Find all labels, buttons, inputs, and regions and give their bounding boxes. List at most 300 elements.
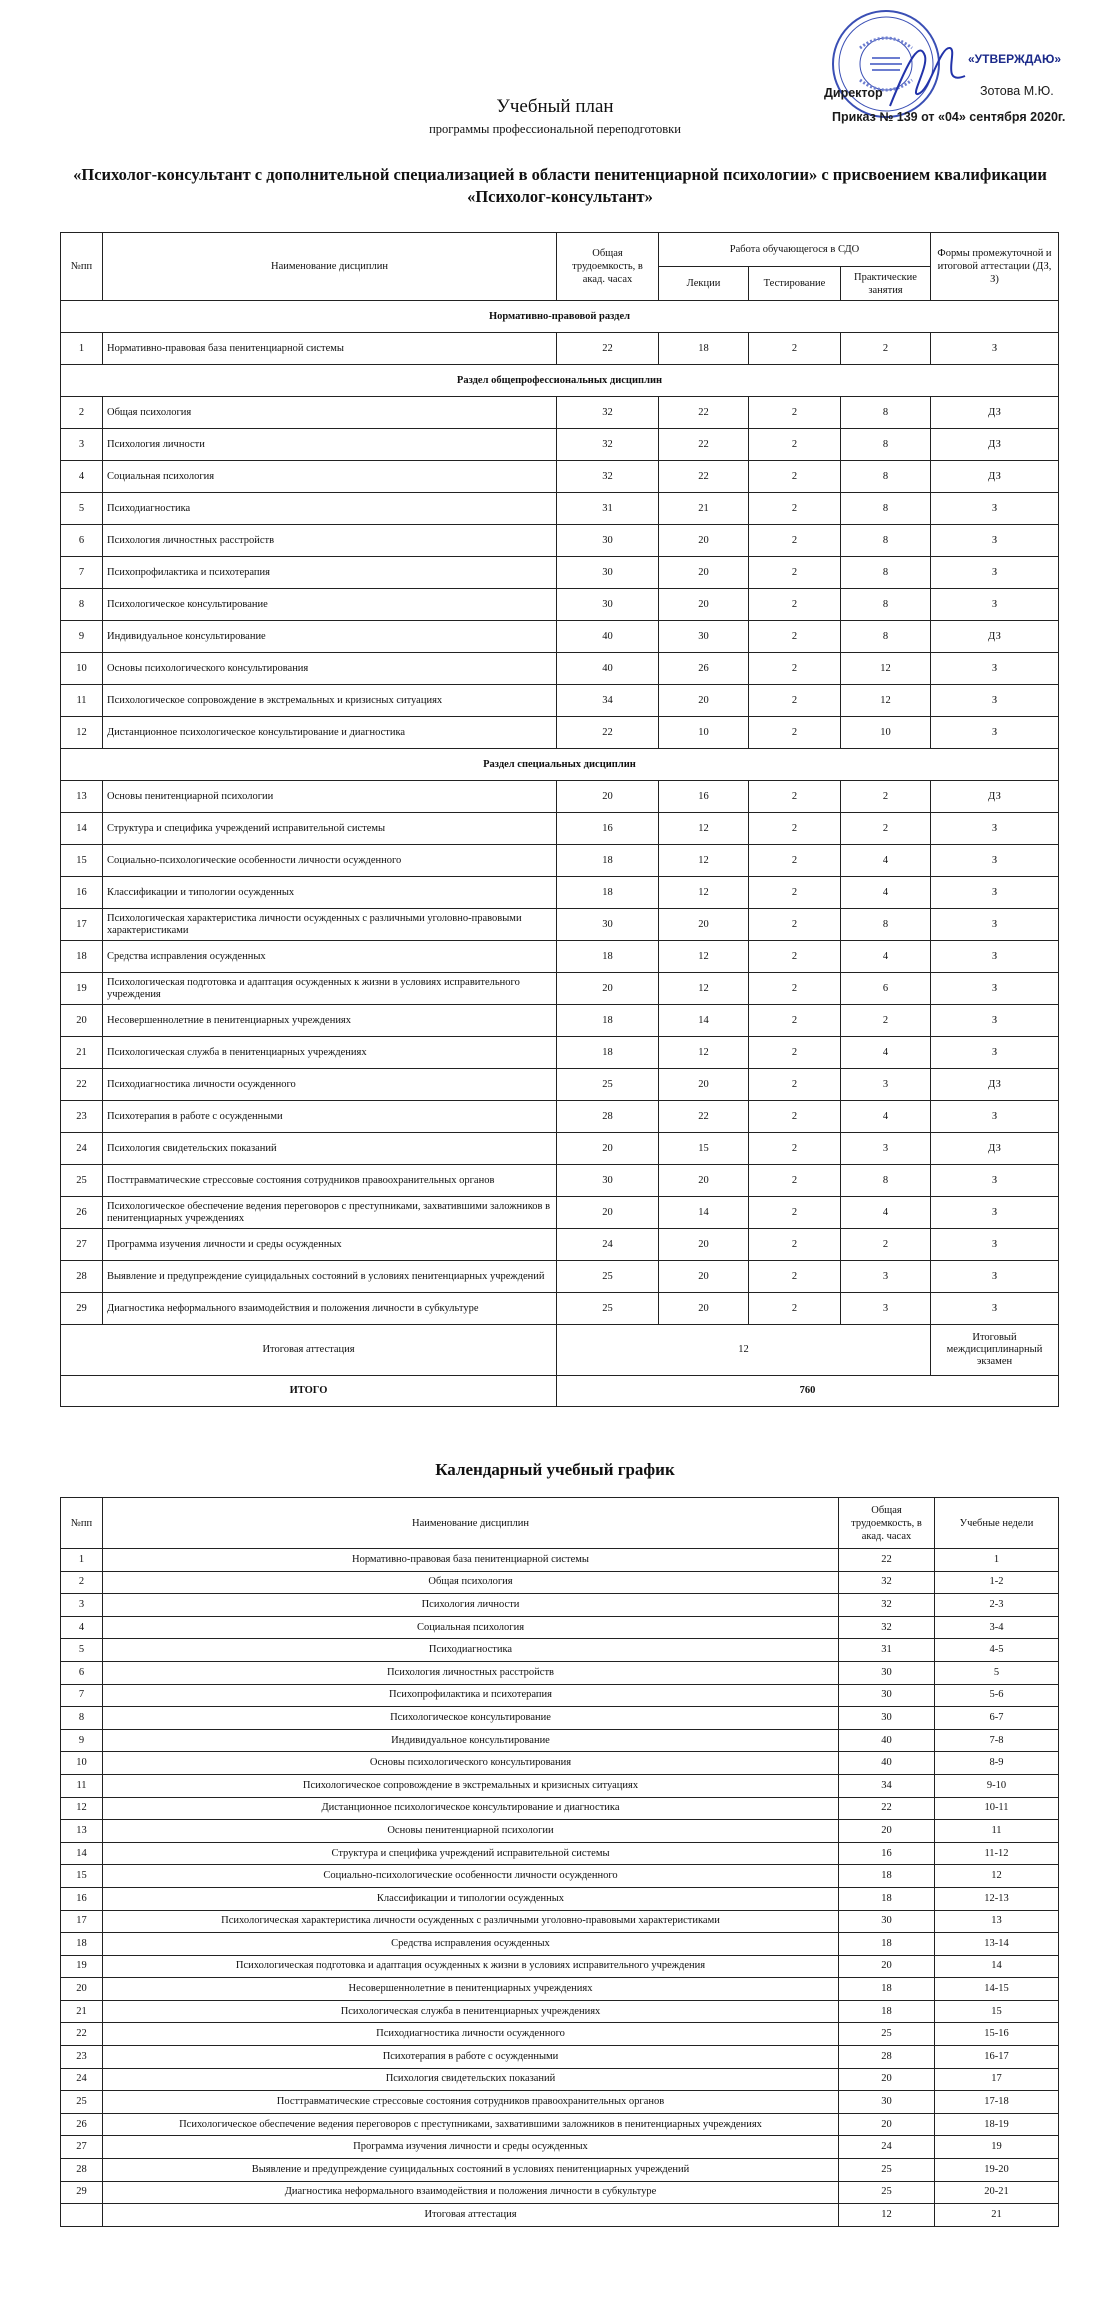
- row-practice: 2: [841, 813, 931, 845]
- cal-name: Психопрофилактика и психотерапия: [103, 1684, 839, 1707]
- row-form: З: [931, 941, 1059, 973]
- cal-name: Психологическое консультирование: [103, 1707, 839, 1730]
- row-name: Социальная психология: [103, 461, 557, 493]
- row-name: Несовершеннолетние в пенитенциарных учреждениях: [103, 1005, 557, 1037]
- row-form: З: [931, 1261, 1059, 1293]
- row-practice: 3: [841, 1293, 931, 1325]
- row-num: 11: [61, 685, 103, 717]
- cal-name: Социально-психологические особенности личности осужденного: [103, 1865, 839, 1888]
- row-testing: 2: [749, 1261, 841, 1293]
- table-row: [61, 493, 1059, 525]
- row-practice: 3: [841, 1261, 931, 1293]
- row-form: З: [931, 685, 1059, 717]
- cal-name: Социальная психология: [103, 1616, 839, 1639]
- cal-weeks: 11: [935, 1820, 1059, 1843]
- row-hours: 32: [557, 461, 659, 493]
- cal-num: 22: [61, 2023, 103, 2046]
- table-row: [61, 1037, 1059, 1069]
- row-num: 9: [61, 621, 103, 653]
- cal-name: Нормативно-правовая база пенитенциарной системы: [103, 1549, 839, 1572]
- row-lectures: 20: [659, 1261, 749, 1293]
- row-lectures: 22: [659, 461, 749, 493]
- row-lectures: 12: [659, 1037, 749, 1069]
- final-label: Итоговая аттестация: [61, 1325, 557, 1376]
- row-testing: 2: [749, 1293, 841, 1325]
- row-hours: 18: [557, 1005, 659, 1037]
- cal-name: Несовершеннолетние в пенитенциарных учреждениях: [103, 1978, 839, 2001]
- row-num: 24: [61, 1133, 103, 1165]
- row-testing: 2: [749, 877, 841, 909]
- row-hours: 30: [557, 525, 659, 557]
- table-row: [61, 1133, 1059, 1165]
- row-name: Психологическое консультирование: [103, 589, 557, 621]
- curriculum-table: [60, 232, 1059, 1407]
- row-hours: 22: [557, 333, 659, 365]
- row-num: 29: [61, 1293, 103, 1325]
- row-form: З: [931, 1229, 1059, 1261]
- row-num: 27: [61, 1229, 103, 1261]
- row-testing: 2: [749, 493, 841, 525]
- row-num: 26: [61, 1197, 103, 1229]
- row-lectures: 22: [659, 1101, 749, 1133]
- row-practice: 8: [841, 397, 931, 429]
- table-row: [61, 1165, 1059, 1197]
- row-name: Общая психология: [103, 397, 557, 429]
- calendar-row: [61, 1887, 1059, 1910]
- row-name: Психотерапия в работе с осужденными: [103, 1101, 557, 1133]
- cal-num: [61, 2204, 103, 2227]
- table-row: [61, 621, 1059, 653]
- row-practice: 12: [841, 685, 931, 717]
- table-row: [61, 973, 1059, 1005]
- cal-hours: 16: [839, 1842, 935, 1865]
- cal-weeks: 12-13: [935, 1887, 1059, 1910]
- cal-name: Психология свидетельских показаний: [103, 2068, 839, 2091]
- row-testing: 2: [749, 461, 841, 493]
- calendar-row: [61, 2159, 1059, 2182]
- row-form: З: [931, 1293, 1059, 1325]
- calendar-row: [61, 2091, 1059, 2114]
- total-hours: 760: [557, 1376, 1059, 1407]
- row-num: 3: [61, 429, 103, 461]
- cal-weeks: 5: [935, 1661, 1059, 1684]
- row-lectures: 12: [659, 813, 749, 845]
- cal-weeks: 7-8: [935, 1729, 1059, 1752]
- section-title: Раздел специальных дисциплин: [61, 749, 1059, 781]
- row-name: Психологическая служба в пенитенциарных учреждениях: [103, 1037, 557, 1069]
- row-lectures: 20: [659, 909, 749, 941]
- row-hours: 18: [557, 877, 659, 909]
- program-title: «Психолог-консультант с дополнительной специализацией в области пенитенциарной психологии» с присвоением квалификации «Психолог-консультант»: [73, 165, 1047, 206]
- row-name: Структура и специфика учреждений исправительной системы: [103, 813, 557, 845]
- row-num: 6: [61, 525, 103, 557]
- cal-num: 10: [61, 1752, 103, 1775]
- row-num: 8: [61, 589, 103, 621]
- row-form: З: [931, 877, 1059, 909]
- row-lectures: 18: [659, 333, 749, 365]
- calendar-row: [61, 2204, 1059, 2227]
- total-label: ИТОГО: [61, 1376, 557, 1407]
- row-testing: 2: [749, 1069, 841, 1101]
- row-testing: 2: [749, 557, 841, 589]
- row-practice: 3: [841, 1069, 931, 1101]
- cal-weeks: 15-16: [935, 2023, 1059, 2046]
- cal-name: Психодиагностика: [103, 1639, 839, 1662]
- row-hours: 32: [557, 429, 659, 461]
- row-form: З: [931, 525, 1059, 557]
- row-name: Психологическая характеристика личности осужденных с различными уголовно-правовыми характеристиками: [103, 909, 557, 941]
- calendar-row: [61, 2113, 1059, 2136]
- row-lectures: 16: [659, 781, 749, 813]
- table-row: [61, 429, 1059, 461]
- table-row: [61, 1261, 1059, 1293]
- row-num: 2: [61, 397, 103, 429]
- cal-name: Выявление и предупреждение суицидальных состояний в условиях пенитенциарных учреждений: [103, 2159, 839, 2182]
- row-num: 14: [61, 813, 103, 845]
- row-practice: 4: [841, 1197, 931, 1229]
- cal-num: 24: [61, 2068, 103, 2091]
- row-practice: 2: [841, 333, 931, 365]
- row-form: З: [931, 717, 1059, 749]
- row-hours: 16: [557, 813, 659, 845]
- row-num: 13: [61, 781, 103, 813]
- calendar-row: [61, 1842, 1059, 1865]
- row-name: Дистанционное психологическое консультирование и диагностика: [103, 717, 557, 749]
- cal-num: 8: [61, 1707, 103, 1730]
- cal-hours: 32: [839, 1571, 935, 1594]
- row-practice: 8: [841, 525, 931, 557]
- row-testing: 2: [749, 1005, 841, 1037]
- table-row: [61, 877, 1059, 909]
- calendar-body: [61, 1549, 1059, 2227]
- cal-weeks: 11-12: [935, 1842, 1059, 1865]
- row-num: 7: [61, 557, 103, 589]
- row-lectures: 12: [659, 877, 749, 909]
- row-num: 4: [61, 461, 103, 493]
- row-num: 22: [61, 1069, 103, 1101]
- cal-weeks: 4-5: [935, 1639, 1059, 1662]
- cal-name: Посттравматические стрессовые состояния сотрудников правоохранительных органов: [103, 2091, 839, 2114]
- row-testing: 2: [749, 429, 841, 461]
- cal-num: 9: [61, 1729, 103, 1752]
- row-hours: 30: [557, 1165, 659, 1197]
- cal-header-name: Наименование дисциплин: [103, 1498, 839, 1549]
- cal-hours: 32: [839, 1616, 935, 1639]
- cal-weeks: 16-17: [935, 2046, 1059, 2069]
- table-row: [61, 653, 1059, 685]
- row-name: Психологическое сопровождение в экстремальных и кризисных ситуациях: [103, 685, 557, 717]
- table-row: [61, 461, 1059, 493]
- row-name: Индивидуальное консультирование: [103, 621, 557, 653]
- cal-hours: 12: [839, 2204, 935, 2227]
- row-form: З: [931, 1005, 1059, 1037]
- row-form: ДЗ: [931, 1069, 1059, 1101]
- row-name: Психодиагностика личности осужденного: [103, 1069, 557, 1101]
- cal-weeks: 17: [935, 2068, 1059, 2091]
- cal-weeks: 9-10: [935, 1774, 1059, 1797]
- cal-weeks: 13: [935, 1910, 1059, 1933]
- row-hours: 34: [557, 685, 659, 717]
- cal-num: 16: [61, 1887, 103, 1910]
- row-hours: 18: [557, 845, 659, 877]
- cal-weeks: 3-4: [935, 1616, 1059, 1639]
- calendar-row: [61, 1594, 1059, 1617]
- row-testing: 2: [749, 653, 841, 685]
- row-lectures: 20: [659, 1293, 749, 1325]
- row-lectures: 12: [659, 941, 749, 973]
- calendar-row: [61, 1820, 1059, 1843]
- cal-weeks: 15: [935, 2000, 1059, 2023]
- curriculum-body: [61, 301, 1059, 1407]
- row-lectures: 12: [659, 973, 749, 1005]
- cal-num: 11: [61, 1774, 103, 1797]
- cal-num: 1: [61, 1549, 103, 1572]
- section-row: [61, 365, 1059, 397]
- row-testing: 2: [749, 813, 841, 845]
- row-form: ДЗ: [931, 461, 1059, 493]
- table-row: [61, 1005, 1059, 1037]
- row-num: 19: [61, 973, 103, 1005]
- cal-name: Психология личностных расстройств: [103, 1661, 839, 1684]
- row-hours: 25: [557, 1069, 659, 1101]
- row-num: 18: [61, 941, 103, 973]
- cal-name: Программа изучения личности и среды осужденных: [103, 2136, 839, 2159]
- row-form: З: [931, 1197, 1059, 1229]
- row-testing: 2: [749, 781, 841, 813]
- cal-hours: 30: [839, 1910, 935, 1933]
- header-forms: Формы промежуточной и итоговой аттестации (ДЗ, З): [931, 233, 1059, 301]
- row-form: З: [931, 1165, 1059, 1197]
- row-testing: 2: [749, 1101, 841, 1133]
- cal-hours: 25: [839, 2159, 935, 2182]
- row-num: 5: [61, 493, 103, 525]
- row-hours: 30: [557, 557, 659, 589]
- calendar-row: [61, 1661, 1059, 1684]
- document-subtitle: программы профессиональной переподготовки: [429, 122, 681, 136]
- table-row: [61, 909, 1059, 941]
- row-testing: 2: [749, 1037, 841, 1069]
- row-num: 15: [61, 845, 103, 877]
- row-practice: 10: [841, 717, 931, 749]
- row-lectures: 21: [659, 493, 749, 525]
- cal-header-num: №пп: [61, 1498, 103, 1549]
- row-hours: 20: [557, 1197, 659, 1229]
- row-form: ДЗ: [931, 397, 1059, 429]
- cal-weeks: 10-11: [935, 1797, 1059, 1820]
- cal-num: 29: [61, 2181, 103, 2204]
- row-practice: 8: [841, 909, 931, 941]
- header-num: №пп: [61, 233, 103, 301]
- calendar-row: [61, 1616, 1059, 1639]
- calendar-row: [61, 1865, 1059, 1888]
- row-practice: 2: [841, 1005, 931, 1037]
- calendar-row: [61, 1978, 1059, 2001]
- row-form: ДЗ: [931, 1133, 1059, 1165]
- row-hours: 18: [557, 941, 659, 973]
- row-form: З: [931, 493, 1059, 525]
- calendar-row: [61, 1639, 1059, 1662]
- cal-header-hours: Общая трудоемкость, в акад. часах: [839, 1498, 935, 1549]
- cal-hours: 22: [839, 1549, 935, 1572]
- row-testing: 2: [749, 333, 841, 365]
- cal-hours: 40: [839, 1752, 935, 1775]
- cal-hours: 34: [839, 1774, 935, 1797]
- row-practice: 4: [841, 941, 931, 973]
- cal-hours: 22: [839, 1797, 935, 1820]
- row-lectures: 22: [659, 397, 749, 429]
- cal-name: Психотерапия в работе с осужденными: [103, 2046, 839, 2069]
- cal-header-weeks: Учебные недели: [935, 1498, 1059, 1549]
- row-hours: 20: [557, 973, 659, 1005]
- row-name: Психология свидетельских показаний: [103, 1133, 557, 1165]
- row-testing: 2: [749, 973, 841, 1005]
- cal-hours: 18: [839, 2000, 935, 2023]
- row-practice: 8: [841, 493, 931, 525]
- cal-num: 12: [61, 1797, 103, 1820]
- cal-hours: 18: [839, 1865, 935, 1888]
- row-practice: 8: [841, 461, 931, 493]
- header-name: Наименование дисциплин: [103, 233, 557, 301]
- table-row: [61, 1197, 1059, 1229]
- cal-hours: 30: [839, 1707, 935, 1730]
- cal-hours: 40: [839, 1729, 935, 1752]
- header-work: Работа обучающегося в СДО: [659, 233, 931, 267]
- row-num: 10: [61, 653, 103, 685]
- row-form: ДЗ: [931, 621, 1059, 653]
- row-name: Психологическая подготовка и адаптация осужденных к жизни в условиях исправительного учреждения: [103, 973, 557, 1005]
- table-row: [61, 1101, 1059, 1133]
- row-hours: 32: [557, 397, 659, 429]
- row-practice: 8: [841, 429, 931, 461]
- total-row: [61, 1376, 1059, 1407]
- row-form: ДЗ: [931, 781, 1059, 813]
- cal-name: Психологическая служба в пенитенциарных учреждениях: [103, 2000, 839, 2023]
- row-name: Психология личности: [103, 429, 557, 461]
- cal-hours: 20: [839, 1955, 935, 1978]
- row-name: Выявление и предупреждение суицидальных состояний в условиях пенитенциарных учреждений: [103, 1261, 557, 1293]
- row-practice: 8: [841, 589, 931, 621]
- cal-num: 5: [61, 1639, 103, 1662]
- calendar-row: [61, 2023, 1059, 2046]
- row-hours: 28: [557, 1101, 659, 1133]
- row-hours: 30: [557, 589, 659, 621]
- cal-num: 27: [61, 2136, 103, 2159]
- cal-num: 14: [61, 1842, 103, 1865]
- row-name: Основы пенитенциарной психологии: [103, 781, 557, 813]
- cal-num: 20: [61, 1978, 103, 2001]
- row-hours: 31: [557, 493, 659, 525]
- row-testing: 2: [749, 589, 841, 621]
- table-row: [61, 845, 1059, 877]
- cal-name: Психологическое сопровождение в экстремальных и кризисных ситуациях: [103, 1774, 839, 1797]
- calendar-row: [61, 1684, 1059, 1707]
- row-testing: 2: [749, 1229, 841, 1261]
- cal-num: 3: [61, 1594, 103, 1617]
- row-testing: 2: [749, 845, 841, 877]
- calendar-title: Календарный учебный график: [435, 1460, 675, 1479]
- row-num: 21: [61, 1037, 103, 1069]
- row-lectures: 14: [659, 1005, 749, 1037]
- cal-name: Итоговая аттестация: [103, 2204, 839, 2227]
- cal-hours: 31: [839, 1639, 935, 1662]
- cal-num: 4: [61, 1616, 103, 1639]
- calendar-row: [61, 1910, 1059, 1933]
- row-testing: 2: [749, 717, 841, 749]
- table-row: [61, 1293, 1059, 1325]
- cal-weeks: 18-19: [935, 2113, 1059, 2136]
- cal-hours: 18: [839, 1978, 935, 2001]
- calendar-row: [61, 1933, 1059, 1956]
- row-form: З: [931, 557, 1059, 589]
- cal-num: 19: [61, 1955, 103, 1978]
- row-form: З: [931, 589, 1059, 621]
- approval-name: Зотова М.Ю.: [980, 84, 1054, 98]
- cal-weeks: 8-9: [935, 1752, 1059, 1775]
- row-practice: 4: [841, 1101, 931, 1133]
- cal-name: Основы психологического консультирования: [103, 1752, 839, 1775]
- calendar-row: [61, 2136, 1059, 2159]
- cal-weeks: 5-6: [935, 1684, 1059, 1707]
- row-testing: 2: [749, 1197, 841, 1229]
- table-row: [61, 1229, 1059, 1261]
- cal-name: Общая психология: [103, 1571, 839, 1594]
- section-title: Нормативно-правовой раздел: [61, 301, 1059, 333]
- cal-num: 7: [61, 1684, 103, 1707]
- row-practice: 2: [841, 781, 931, 813]
- cal-name: Психологическая подготовка и адаптация осужденных к жизни в условиях исправительного учреждения: [103, 1955, 839, 1978]
- row-practice: 2: [841, 1229, 931, 1261]
- row-lectures: 15: [659, 1133, 749, 1165]
- row-hours: 20: [557, 781, 659, 813]
- row-num: 12: [61, 717, 103, 749]
- final-attestation-row: [61, 1325, 1059, 1376]
- row-name: Диагностика неформального взаимодействия и положения личности в субкультуре: [103, 1293, 557, 1325]
- header-hours: Общая трудоемкость, в акад. часах: [557, 233, 659, 301]
- row-lectures: 20: [659, 1229, 749, 1261]
- cal-weeks: 2-3: [935, 1594, 1059, 1617]
- approval-order: Приказ № 139 от «04» сентября 2020г.: [832, 110, 1066, 124]
- cal-hours: 30: [839, 2091, 935, 2114]
- calendar-row: [61, 1955, 1059, 1978]
- table-row: [61, 589, 1059, 621]
- cal-num: 25: [61, 2091, 103, 2114]
- cal-hours: 30: [839, 1684, 935, 1707]
- row-num: 23: [61, 1101, 103, 1133]
- row-name: Средства исправления осужденных: [103, 941, 557, 973]
- header-practice: Практические занятия: [841, 267, 931, 301]
- row-testing: 2: [749, 909, 841, 941]
- row-testing: 2: [749, 1133, 841, 1165]
- calendar-row: [61, 2046, 1059, 2069]
- cal-weeks: 1: [935, 1549, 1059, 1572]
- row-name: Психодиагностика: [103, 493, 557, 525]
- row-hours: 40: [557, 653, 659, 685]
- row-lectures: 14: [659, 1197, 749, 1229]
- table-row: [61, 1069, 1059, 1101]
- cal-num: 23: [61, 2046, 103, 2069]
- calendar-row: [61, 1752, 1059, 1775]
- row-name: Психология личностных расстройств: [103, 525, 557, 557]
- cal-weeks: 20-21: [935, 2181, 1059, 2204]
- cal-name: Индивидуальное консультирование: [103, 1729, 839, 1752]
- row-lectures: 20: [659, 685, 749, 717]
- calendar-row: [61, 1549, 1059, 1572]
- row-form: З: [931, 333, 1059, 365]
- row-form: З: [931, 1101, 1059, 1133]
- section-title: Раздел общепрофессиональных дисциплин: [61, 365, 1059, 397]
- row-num: 28: [61, 1261, 103, 1293]
- row-hours: 24: [557, 1229, 659, 1261]
